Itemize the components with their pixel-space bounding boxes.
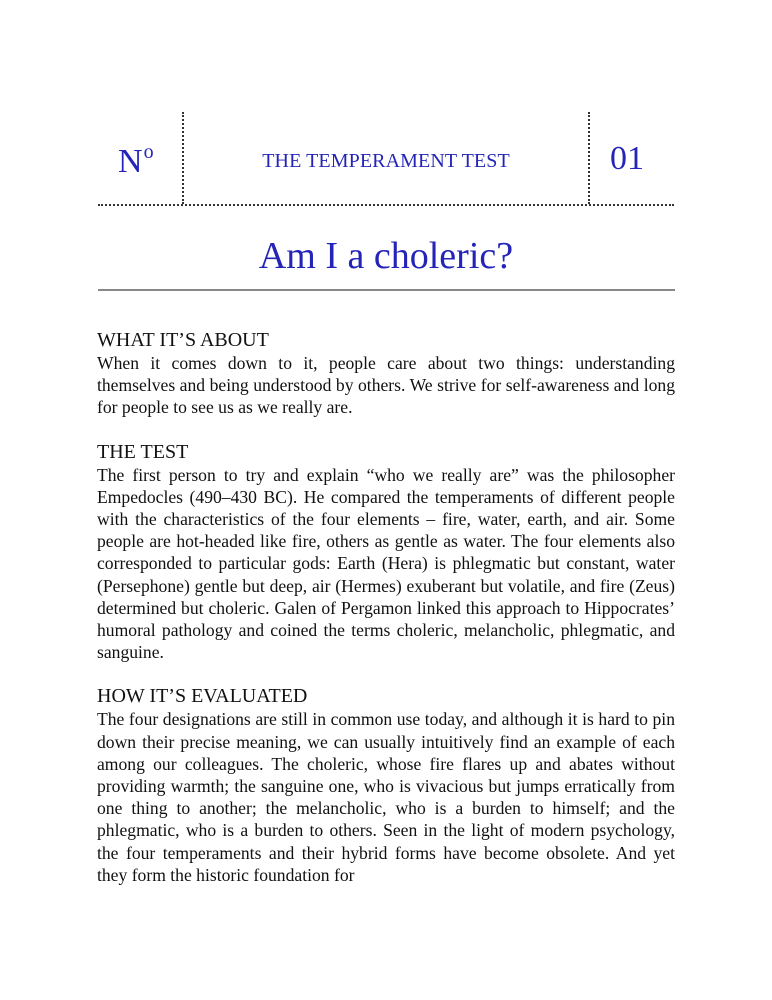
section-heading: HOW IT’S EVALUATED [97,685,308,708]
section-what-its-about [97,328,675,419]
section-the-test [97,440,675,664]
article-content [97,328,675,907]
number-sign [118,142,154,179]
header-divider-right [588,112,590,204]
section-heading: THE TEST [97,440,189,463]
section-body: The four designations are still in common use today, and although it is hard to pin down their precise meaning, we can usually intuitively find an example of each among our colleagues. The choleric, whose fire flares up and abates without providing warmth; the sanguine one, who is vivacious but jumps erratically from one thing to another; the melancholic, who is a burden to himself; and the phlegmatic, who is a burden to others. Seen in the light of modern psychology, the four temperaments and their hybrid forms have become obsolete. And yet they form the historic foundation for [97,709,675,885]
section-heading: WHAT IT’S ABOUT [97,329,269,351]
header-dotted-rule [98,204,674,206]
page-header [98,112,674,206]
section-body: The first person to try and explain “who we really are” was the philosopher Empedocles (490–430 BC). He compared the temperaments of different people with the characteristics of the four elements – fire, water, earth, and air. Some people are hot-headed like fire, others as gentle as water. The four elements also corresponded to particular gods: Earth (Hera) is phlegmatic but constant, water (Persephone) gentle but deep, air (Hermes) exuberant but volatile, and fire (Zeus) determined but choleric. Galen of Pergamon linked this approach to Hippocrates’ humoral pathology and coined the terms choleric, melancholic, phlegmatic, and sanguine. [97,464,675,663]
section-how-its-evaluated [97,684,675,886]
section-body: When it comes down to it, people care about two things: understanding themselves and being understood by others. We strive for self-awareness and long for people to see us as we really are. [97,353,675,418]
number-sign-superscript: o [143,141,154,163]
series-title: THE TEMPERAMENT TEST [262,150,510,172]
page-title: Am I a choleric? [258,235,514,277]
title-rule [98,289,675,291]
issue-number: 01 [610,140,644,177]
number-sign-letter: N [118,143,143,180]
